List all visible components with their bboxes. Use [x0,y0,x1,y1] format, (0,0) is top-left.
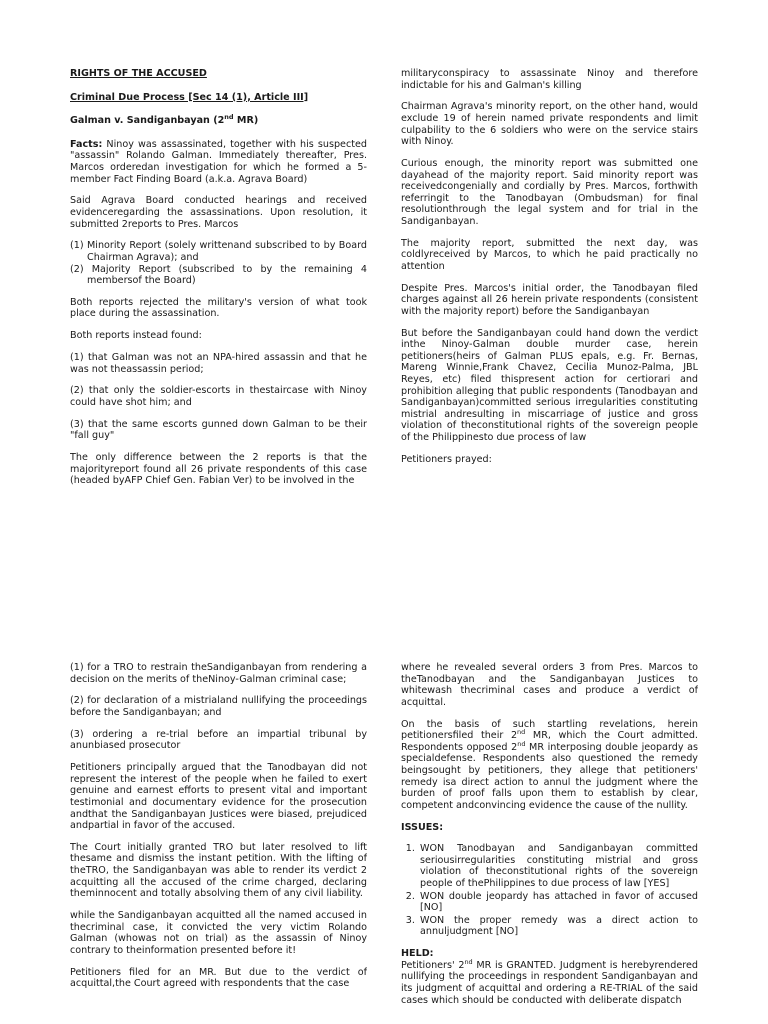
reports-list [70,240,367,286]
case-title: Galman v. Sandiganbayan (2nd MR) [70,113,259,127]
paragraph: Said Agrava Board conducted hearings and received evidenceregarding the assassinations. Upon resolution, it submitted 2reports to Pres. Marcos [70,195,367,230]
list-item: 1. WON Tanodbayan and Sandiganbayan committed seriousirregularities constituting mistrial and gross violation of theconstitutional rights of the sovereign people of thePhilippines to due process of law [YES] [418,843,698,889]
page1-left-column [70,68,367,540]
paragraph: But before the Sandiganbayan could hand down the verdict inthe Ninoy-Galman double murder case, herein petitioners(heirs of Galman PLUS epals, e.g. Fr. Bernas, Mareng Winnie,Frank Chavez, Cecilia Munoz-Palma, JBL Reyes, etc) filed thispresent action for certiorari and prohibition alleging that public respondents (Tanodbayan and Sandiganbayan)committed serious irregularities constituting mistrial andresulting in miscarriage of justice and gross violation of theconstitutional rights of the sovereign people of the Philippinesto due process of law [401,327,698,443]
paragraph: On the basis of such startling revelations, herein petitionersfiled their 2nd MR, which the Court admitted. Respondents opposed 2nd MR interposing double jeopardy as specialdefense. Respondents also questioned the remedy beingsought by petitioners, they allege that petitioners' remedy isa direct action to annul the judgment where the burden of proof falls upon them to establish by clear, competent andconvincing evidence the cause of the nullity. [401,718,698,811]
paragraph: while the Sandiganbayan acquitted all the named accused in thecriminal case, it convicted the very victim Rolando Galman (whowas not on trial) as the assassin of Ninoy contrary to theinformation presented before it! [70,910,367,956]
prayer-item: (3) ordering a re-trial before an impartial tribunal by anunbiased prosecutor [70,728,367,752]
list-item: (1) Minority Report (solely writtenand subscribed to by Board Chairman Agrava); and [70,240,367,263]
prayer-item: (1) for a TRO to restrain theSandiganbayan from rendering a decision on the merits of theNinoy-Galman criminal case; [70,662,367,685]
paragraph: The only difference between the 2 reports is that the majorityreport found all 26 private respondents of this case (headed byAFP Chief Gen. Fabian Ver) to be involved in the [70,452,367,487]
paragraph: Petitioners principally argued that the Tanodbayan did not represent the interest of the people when he failed to exert genuine and earnest efforts to present vital and important testimonial and documentary evidence for the prosecution andthat the Sandiganbayan Justices were biased, prejudiced andpartial in favor of the accused. [70,762,367,832]
finding-item: (1) that Galman was not an NPA-hired assassin and that he was not theassassin period; [70,352,367,375]
facts-label: Facts: [70,138,103,150]
page2-left-column [70,662,367,1024]
prayer-item: (2) for declaration of a mistrialand nullifying the proceedings before the Sandiganbayan; and [70,695,367,718]
paragraph: Chairman Agrava's minority report, on the other hand, would exclude 19 of herein named private respondents and limit culpability to the 6 soldiers who were on the service stairs with Ninoy. [401,101,698,148]
finding-item: (2) that only the soldier-escorts in thestaircase with Ninoy could have shot him; and [70,385,367,408]
paragraph: The majority report, submitted the next day, was coldlyreceived by Marcos, to which he paid practically no attention [401,237,698,272]
held-label: HELD: [401,948,434,960]
issues-label: ISSUES: [401,821,444,833]
paragraph: Curious enough, the minority report was submitted one dayahead of the majority report. Said minority report was receivedcongenially and cordially by Pres. Marcos, forthwith referringit to the Tanodbayan (Ombudsman) for final resolutionthrough the legal system and for trial in the Sandiganbayan. [401,157,698,227]
paragraph: Despite Pres. Marcos's initial order, the Tanodbayan filed charges against all 26 herein private respondents (consistent with the majority report) before the Sandiganbayan [401,282,698,317]
list-item: (2) Majority Report (subscribed to by the remaining 4 membersof the Board) [70,263,367,287]
paragraph: Petitioners filed for an MR. But due to the verdict of acquittal,the Court agreed with respondents that the case [70,966,367,990]
paragraph: The Court initially granted TRO but later resolved to lift thesame and dismiss the instant petition. With the lifting of theTRO, the Sandiganbayan was able to render its verdict 2 acquitting all the accused of the crime charged, declaring theminnocent and totally absolving them of any civil liability. [70,841,367,900]
paragraph: Petitioners prayed: [401,453,492,465]
list-item: 3. WON the proper remedy was a direct action to annuljudgment [NO] [418,915,698,938]
page2-right-column [401,662,698,1024]
paragraph: militaryconspiracy to assassinate Ninoy and therefore indictable for his and Galman's killing [401,68,698,91]
held-paragraph: Petitioners' 2nd MR is GRANTED. Judgment is herebyrendered nullifying the proceedings in respondent Sandiganbayan and its judgment of acquittal and ordering a RE-TRIAL of the said cases which should be conducted with deliberate dispatch [401,957,698,1006]
paragraph: Both reports instead found: [70,330,202,342]
section-heading: RIGHTS OF THE ACCUSED [70,68,207,79]
page1-right-column [401,68,698,540]
list-item: 2. WON double jeopardy has attached in favor of accused [NO] [418,891,698,914]
section-subheading: Criminal Due Process [Sec 14 (1), Article III] [70,91,309,103]
issues-list [401,843,698,938]
facts-paragraph: Facts: Ninoy was assassinated, together with his suspected "assassin" Rolando Galman. Immediately thereafter, Pres. Marcos orderedan investigation for which he formed a 5-member Fact Finding Board (a.k.a. Agrava Board) [70,138,367,185]
finding-item: (3) that the same escorts gunned down Galman to be their "fall guy" [70,418,367,442]
paragraph: where he revealed several orders 3 from Pres. Marcos to theTanodbayan and the Sandiganbayan Justices to whitewash thecriminal cases and produce a verdict of acquittal. [401,662,698,708]
paragraph: Both reports rejected the military's version of what took place during the assassination. [70,296,367,320]
